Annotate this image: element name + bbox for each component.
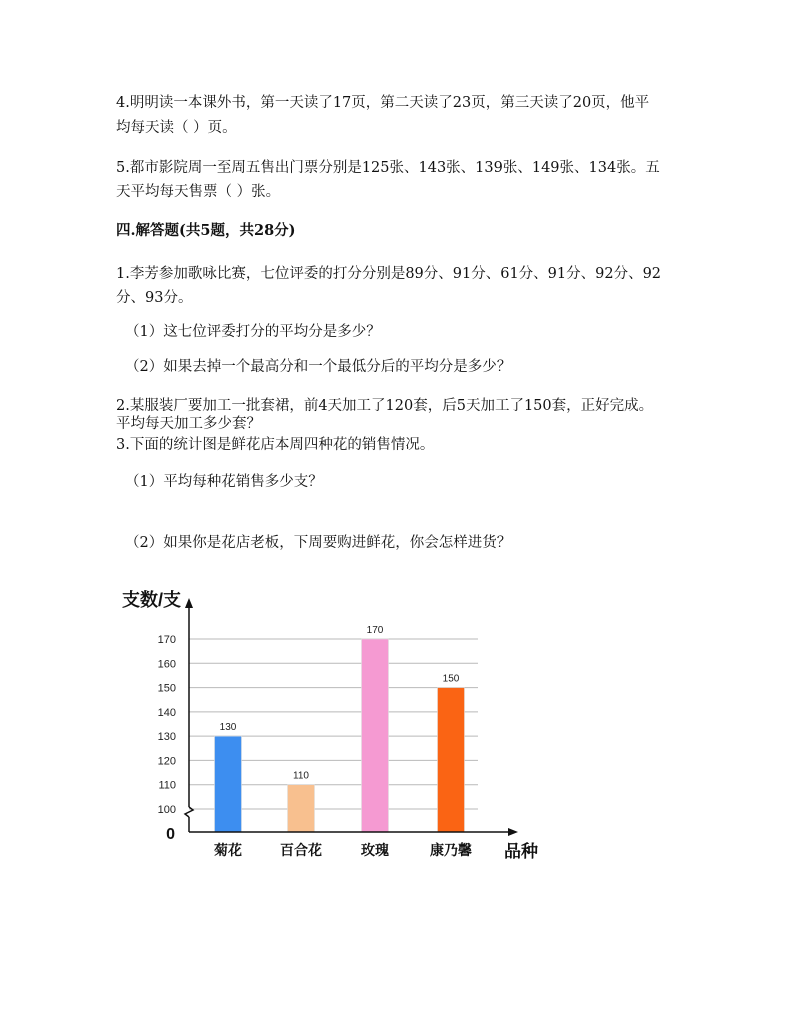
bar-2 — [288, 785, 315, 832]
q4-line1: 4.明明读一本课外书，第一天读了17页，第二天读了23页，第三天读了20页，他平 — [116, 95, 650, 111]
q5-line1: 5.都市影院周一至周五售出门票分别是125张、143张、139张、149张、134张。五 — [116, 160, 660, 176]
q5-line2: 天平均每天售票（ ）张。 — [116, 184, 281, 200]
category-label: 菊花 — [214, 842, 242, 858]
bar-4 — [438, 688, 465, 832]
q4-line2: 均每天读（ ）页。 — [116, 120, 237, 136]
section-title: 四.解答题(共5题，共28分) — [116, 222, 296, 239]
bar-value-label: 150 — [442, 673, 460, 685]
p3-sub1: （1）平均每种花销售多少支？ — [125, 474, 323, 490]
y-axis-title: 支数/支 — [122, 590, 182, 610]
p1-line2: 分、93分。 — [116, 290, 193, 306]
p2-line1: 2.某服装厂要加工一批套裙，前4天加工了120套，后5天加工了150套，正好完成。 — [116, 398, 654, 414]
y-tick-label: 140 — [157, 706, 176, 719]
category-label: 百合花 — [280, 842, 322, 858]
y-tick-label: 170 — [157, 634, 176, 646]
y-tick-label: 110 — [158, 779, 176, 792]
y-tick-label-zero: 0 — [166, 826, 175, 843]
bar-3 — [362, 639, 389, 832]
bar-value-label: 170 — [366, 625, 384, 636]
category-label: 玫瑰 — [361, 842, 389, 858]
y-tick-label: 130 — [157, 731, 176, 744]
x-axis-arrow-icon — [508, 828, 518, 836]
bar-value-label: 130 — [219, 722, 237, 734]
bar-value-label: 110 — [293, 770, 309, 782]
category-label: 康乃馨 — [430, 842, 472, 858]
y-tick-label: 120 — [157, 755, 176, 768]
bar-1 — [215, 736, 242, 832]
p1-sub2: （2）如果去掉一个最高分和一个最低分后的平均分是多少？ — [125, 359, 512, 375]
bar-chart — [112, 584, 552, 870]
y-axis-arrow-icon — [185, 598, 193, 608]
y-tick-label: 150 — [157, 682, 176, 695]
x-axis-title: 品种 — [504, 842, 538, 861]
y-tick-label: 160 — [157, 658, 176, 671]
p3-line1: 3.下面的统计图是鲜花店本周四种花的销售情况。 — [116, 437, 435, 453]
p1-line1: 1.李芳参加歌咏比赛，七位评委的打分分别是89分、91分、61分、91分、92分、92 — [116, 266, 662, 282]
p1-sub1: （1）这七位评委打分的平均分是多少？ — [125, 324, 381, 340]
p3-sub2: （2）如果你是花店老板，下周要购进鲜花，你会怎样进货？ — [125, 535, 512, 551]
p2-line2: 平均每天加工多少套？ — [116, 416, 261, 432]
y-tick-label: 100 — [157, 804, 176, 816]
